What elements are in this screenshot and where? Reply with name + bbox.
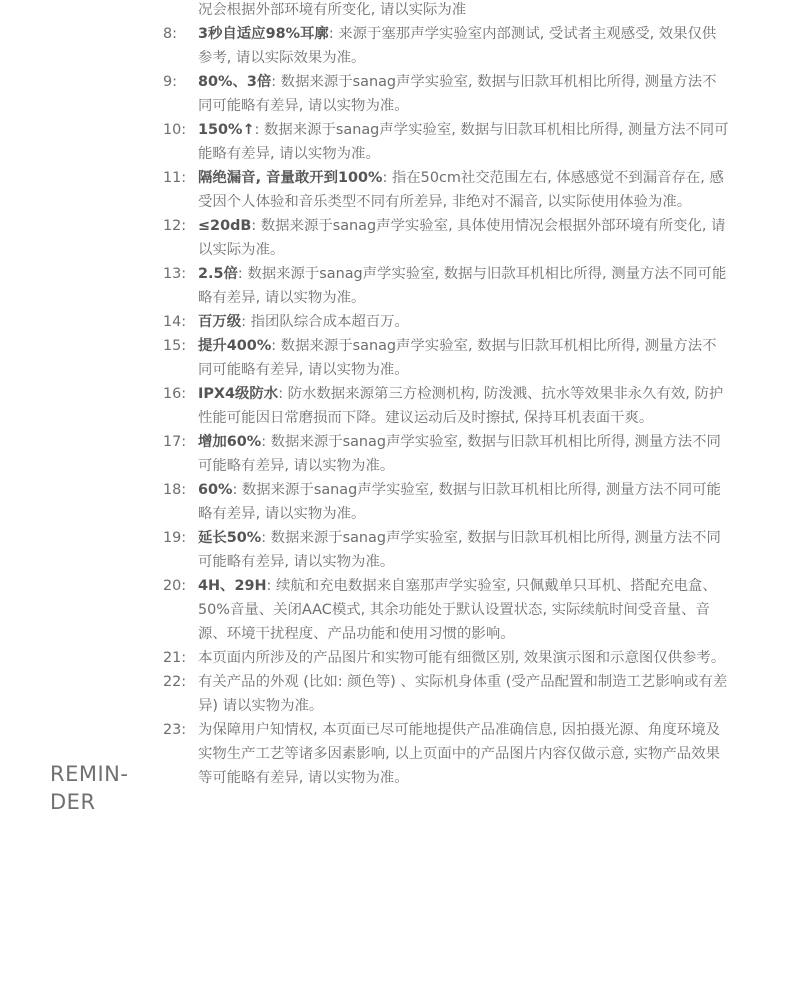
note-number: 18: [163, 482, 187, 498]
note-item [0, 118, 730, 166]
note-number: 15: [163, 338, 187, 354]
note-number: 21: [163, 650, 187, 666]
note-text: : 指在50cm社交范围左右, 体感感觉不到漏音存在, 感受因个人体验和音乐类型不同有所差异, 非绝对不漏音, 以实际使用体验为准。 [198, 170, 724, 210]
note-item [0, 334, 730, 382]
note-item [0, 22, 730, 70]
reminder-heading [50, 760, 128, 816]
note-item [0, 382, 730, 430]
note-item [0, 70, 730, 118]
note-text: 有关产品的外观 (比如: 颜色等) 、实际机身体重 (受产品配置和制造工艺影响或有差异) 请以实物为准。 [198, 674, 728, 714]
note-text: : 数据来源于sanag声学实验室, 数据与旧款耳机相比所得, 测量方法不同可能略有差异, 请以实物为准。 [198, 266, 727, 306]
note-text: : 数据来源于sanag声学实验室, 数据与旧款耳机相比所得, 测量方法不同可能略有差异, 请以实物为准。 [198, 434, 721, 474]
note-key: IPX4级防水 [198, 386, 279, 402]
note-text: : 数据来源于sanag声学实验室, 数据与旧款耳机相比所得, 测量方法不同可能略有差异, 请以实物为准。 [198, 122, 729, 162]
note-item [0, 214, 730, 262]
note-item [0, 526, 730, 574]
note-key: 4H、29H [198, 578, 267, 594]
note-key: 3秒自适应98%耳廓 [198, 26, 329, 42]
note-item [0, 166, 730, 214]
note-item [0, 478, 730, 526]
note-number: 8: [163, 26, 178, 42]
note-item [0, 646, 730, 670]
note-text: : 续航和充电数据来自塞那声学实验室, 只佩戴单只耳机、搭配充电盒、50%音量、关闭AAC模式, 其余功能处于默认设置状态, 实际续航时间受音量、音源、环境干扰程度、产品功能和使用习惯的影响。 [198, 578, 717, 642]
note-item [0, 0, 730, 22]
note-number: 16: [163, 386, 187, 402]
note-text: : 数据来源于sanag声学实验室, 数据与旧款耳机相比所得, 测量方法不同可能略有差异, 请以实物为准。 [198, 530, 721, 570]
note-text: : 来源于塞那声学实验室内部测试, 受试者主观感受, 效果仅供参考, 请以实际效果为准。 [198, 26, 717, 66]
note-text: : 数据来源于sanag声学实验室, 数据与旧款耳机相比所得, 测量方法不同可能略有差异, 请以实物为准。 [198, 74, 717, 114]
note-text: : 数据来源于sanag声学实验室, 具体使用情况会根据外部环境有所变化, 请以实际为准。 [198, 218, 726, 258]
note-text: : 防水数据来源第三方检测机构, 防泼溅、抗水等效果非永久有效, 防护性能可能因日常磨损而下降。建议运动后及时擦拭, 保持耳机表面干爽。 [198, 386, 724, 426]
note-key: 百万级 [198, 314, 242, 330]
note-key: 增加60% [198, 434, 262, 450]
note-number: 22: [163, 674, 187, 690]
note-item [0, 670, 730, 718]
note-text: : 指团队综合成本超百万。 [241, 314, 409, 330]
note-text: : 数据来源于sanag声学实验室, 数据与旧款耳机相比所得, 测量方法不同可能略有差异, 请以实物为准。 [198, 482, 721, 522]
note-item [0, 430, 730, 478]
note-item [0, 310, 730, 334]
note-item [0, 262, 730, 310]
note-text: 况会根据外部环境有所变化, 请以实际为准 [198, 2, 467, 18]
note-key: 150%↑ [198, 122, 255, 138]
note-text: 本页面内所涉及的产品图片和实物可能有细微区别, 效果演示图和示意图仅供参考。 [198, 650, 726, 666]
note-number: 11: [163, 170, 187, 186]
note-number: 19: [163, 530, 187, 546]
note-key: 提升400% [198, 338, 272, 354]
note-number: 23: [163, 722, 187, 738]
note-number: 13: [163, 266, 187, 282]
reminder-line: REMIN- [50, 762, 129, 786]
note-number: 12: [163, 218, 187, 234]
note-number: 10: [163, 122, 187, 138]
note-key: 延长50% [198, 530, 262, 546]
note-number: 17: [163, 434, 187, 450]
note-key: 2.5倍 [198, 266, 238, 282]
note-key: ≤20dB [198, 218, 252, 234]
note-text: : 数据来源于sanag声学实验室, 数据与旧款耳机相比所得, 测量方法不同可能略有差异, 请以实物为准。 [198, 338, 717, 378]
note-key: 60% [198, 482, 233, 498]
reminder-line: DER [50, 790, 96, 814]
note-key: 隔绝漏音, 音量敢开到100% [198, 170, 383, 186]
note-item [0, 574, 730, 646]
note-number: 20: [163, 578, 187, 594]
note-number: 14: [163, 314, 187, 330]
note-number: 9: [163, 74, 178, 90]
note-text: 为保障用户知情权, 本页面已尽可能地提供产品准确信息, 因拍摄光源、角度环境及实物生产工艺等诸多因素影响, 以上页面中的产品图片内容仅做示意, 实物产品效果等可能略有差异, 请以实物为准。 [198, 722, 720, 786]
note-key: 80%、3倍 [198, 74, 272, 90]
